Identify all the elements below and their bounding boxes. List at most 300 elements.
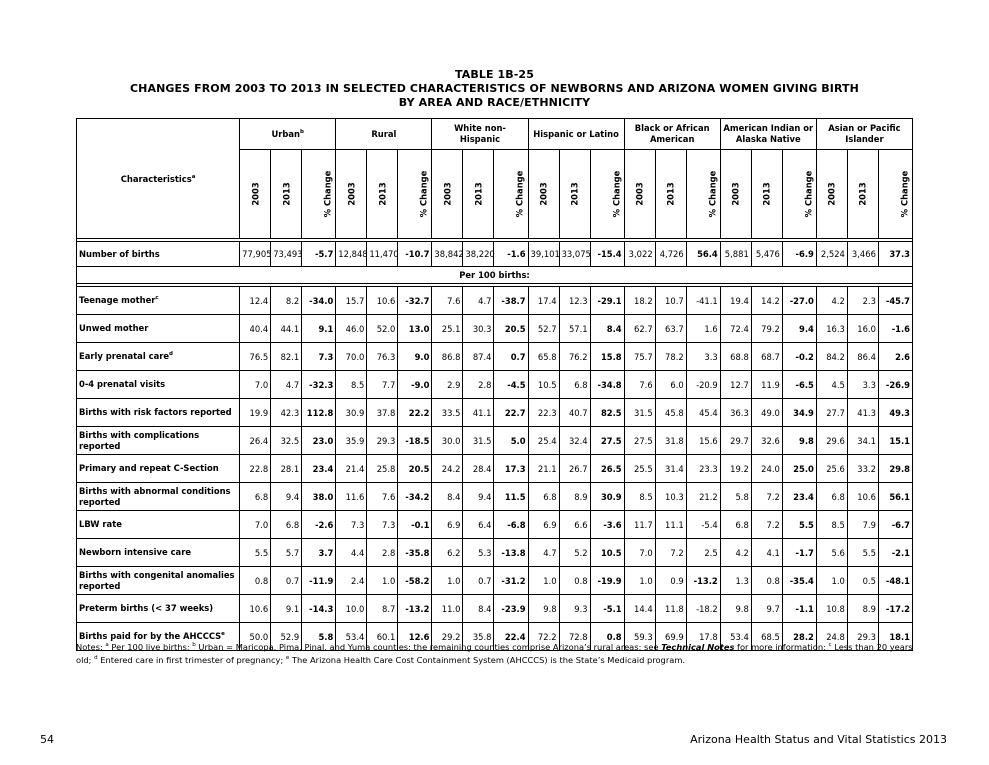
percent-change-header: % Change bbox=[398, 150, 432, 239]
table-row bbox=[77, 242, 913, 267]
table-cell: 17.4 bbox=[528, 287, 559, 315]
row-label: Births with complications reported bbox=[77, 427, 240, 455]
table-cell: 9.7 bbox=[751, 595, 782, 623]
table-cell: 57.1 bbox=[559, 315, 590, 343]
table-cell: 56.1 bbox=[878, 483, 912, 511]
table-cell: 8.9 bbox=[559, 483, 590, 511]
table-cell: 7.7 bbox=[367, 371, 398, 399]
table-cell: -34.0 bbox=[302, 287, 336, 315]
table-cell: 7.6 bbox=[367, 483, 398, 511]
table-cell: -2.1 bbox=[878, 539, 912, 567]
table-row bbox=[77, 371, 913, 399]
table-cell: 20.5 bbox=[398, 455, 432, 483]
table-cell: 33.2 bbox=[847, 455, 878, 483]
row-label: Number of births bbox=[77, 242, 240, 267]
table-cell: 1.0 bbox=[367, 567, 398, 595]
table-cell: 5.8 bbox=[720, 483, 751, 511]
table-cell: 3.3 bbox=[847, 371, 878, 399]
table-cell: 29.7 bbox=[720, 427, 751, 455]
table-cell: 62.7 bbox=[624, 315, 655, 343]
table-cell: 6.4 bbox=[463, 511, 494, 539]
table-cell: 11.7 bbox=[624, 511, 655, 539]
table-cell: 7.3 bbox=[367, 511, 398, 539]
percent-change-header: % Change bbox=[494, 150, 528, 239]
table-cell: 17.8 bbox=[686, 623, 720, 651]
table-cell: 21.4 bbox=[336, 455, 367, 483]
table-cell: -4.5 bbox=[494, 371, 528, 399]
table-cell: 40.4 bbox=[240, 315, 271, 343]
table-row bbox=[77, 343, 913, 371]
table-cell: 68.8 bbox=[720, 343, 751, 371]
table-cell: 6.9 bbox=[432, 511, 463, 539]
table-cell: 18.1 bbox=[878, 623, 912, 651]
year-header: 2003 bbox=[240, 150, 271, 239]
table-cell: 82.1 bbox=[271, 343, 302, 371]
table-cell: -1.7 bbox=[782, 539, 816, 567]
table-cell: 0.7 bbox=[463, 567, 494, 595]
table-cell: -41.1 bbox=[686, 287, 720, 315]
table-cell: 7.2 bbox=[751, 511, 782, 539]
table-cell: 26.4 bbox=[240, 427, 271, 455]
table-cell: 6.9 bbox=[528, 511, 559, 539]
table-cell: 9.4 bbox=[782, 315, 816, 343]
table-row bbox=[77, 511, 913, 539]
table-cell: 50.0 bbox=[240, 623, 271, 651]
year-header: 2013 bbox=[751, 150, 782, 239]
table-cell: 5.3 bbox=[463, 539, 494, 567]
row-label: LBW rate bbox=[77, 511, 240, 539]
table-cell: 49.0 bbox=[751, 399, 782, 427]
table-row bbox=[77, 315, 913, 343]
table-cell: 7.6 bbox=[624, 371, 655, 399]
table-cell: 25.4 bbox=[528, 427, 559, 455]
table-cell: 27.5 bbox=[624, 427, 655, 455]
table-cell: -18.5 bbox=[398, 427, 432, 455]
table-cell: 10.8 bbox=[816, 595, 847, 623]
year-header: 2003 bbox=[528, 150, 559, 239]
characteristics-header: Characteristics$^a$ bbox=[77, 119, 240, 239]
table-cell: -58.2 bbox=[398, 567, 432, 595]
table-cell: 41.1 bbox=[463, 399, 494, 427]
table-cell: 9.4 bbox=[271, 483, 302, 511]
table-cell: 4.5 bbox=[816, 371, 847, 399]
table-cell: -13.2 bbox=[398, 595, 432, 623]
table-cell: -29.1 bbox=[590, 287, 624, 315]
table-cell: 25.6 bbox=[816, 455, 847, 483]
table-cell: 6.8 bbox=[271, 511, 302, 539]
table-cell: 12.3 bbox=[559, 287, 590, 315]
table-cell: 68.5 bbox=[751, 623, 782, 651]
table-cell: 63.7 bbox=[655, 315, 686, 343]
table-cell: 3,022 bbox=[624, 242, 655, 267]
table-row bbox=[77, 483, 913, 511]
table-cell: 15.6 bbox=[686, 427, 720, 455]
table-cell: 7.3 bbox=[302, 343, 336, 371]
row-label: Newborn intensive care bbox=[77, 539, 240, 567]
table-cell: 53.4 bbox=[720, 623, 751, 651]
year-header: 2013 bbox=[655, 150, 686, 239]
table-cell: 45.4 bbox=[686, 399, 720, 427]
table-cell: 4.2 bbox=[720, 539, 751, 567]
table-cell: 21.2 bbox=[686, 483, 720, 511]
table-cell: 6.8 bbox=[816, 483, 847, 511]
table-cell: -27.0 bbox=[782, 287, 816, 315]
table-cell: 0.7 bbox=[271, 567, 302, 595]
table-cell: 0.7 bbox=[494, 343, 528, 371]
group-header: Asian or Pacific Islander bbox=[816, 119, 912, 150]
table-cell: 53.4 bbox=[336, 623, 367, 651]
table-cell: 31.5 bbox=[463, 427, 494, 455]
percent-change-header: % Change bbox=[878, 150, 912, 239]
table-cell: 35.8 bbox=[463, 623, 494, 651]
table-cell: 8.4 bbox=[432, 483, 463, 511]
table-cell: 25.8 bbox=[367, 455, 398, 483]
table-cell: 7.3 bbox=[336, 511, 367, 539]
table-cell: -13.8 bbox=[494, 539, 528, 567]
table-cell: 22.2 bbox=[398, 399, 432, 427]
table-cell: 10.7 bbox=[655, 287, 686, 315]
table-cell: 34.1 bbox=[847, 427, 878, 455]
table-row bbox=[77, 287, 913, 315]
table-title: CHANGES FROM 2003 TO 2013 IN SELECTED CHARACTERISTICS OF NEWBORNS AND ARIZONA WOMEN GIVING BIRTH bbox=[130, 82, 859, 95]
table-cell: 73,493 bbox=[271, 242, 302, 267]
table-cell: 31.5 bbox=[624, 399, 655, 427]
table-cell: 10.5 bbox=[528, 371, 559, 399]
table-cell: 16.0 bbox=[847, 315, 878, 343]
table-cell: 16.3 bbox=[816, 315, 847, 343]
year-header: 2003 bbox=[816, 150, 847, 239]
characteristics-table bbox=[76, 118, 913, 651]
table-cell: 5.0 bbox=[494, 427, 528, 455]
table-cell: 77,905 bbox=[240, 242, 271, 267]
table-cell: -2.6 bbox=[302, 511, 336, 539]
table-title-block bbox=[0, 68, 989, 110]
table-cell: -6.9 bbox=[782, 242, 816, 267]
table-cell: -35.8 bbox=[398, 539, 432, 567]
table-cell: 11.0 bbox=[432, 595, 463, 623]
table-cell: 6.2 bbox=[432, 539, 463, 567]
table-cell: 10.6 bbox=[847, 483, 878, 511]
table-cell: 7.6 bbox=[432, 287, 463, 315]
table-cell: 36.3 bbox=[720, 399, 751, 427]
table-cell: 5.5 bbox=[240, 539, 271, 567]
table-cell: 69.9 bbox=[655, 623, 686, 651]
table-cell: 10.6 bbox=[240, 595, 271, 623]
table-cell: 8.2 bbox=[271, 287, 302, 315]
table-cell: 9.0 bbox=[398, 343, 432, 371]
row-label: Teenage mother$^c$ bbox=[77, 287, 240, 315]
year-header: 2003 bbox=[336, 150, 367, 239]
table-cell: 6.6 bbox=[559, 511, 590, 539]
table-cell: 5.5 bbox=[782, 511, 816, 539]
table-cell: 22.4 bbox=[494, 623, 528, 651]
table-cell: 8.5 bbox=[816, 511, 847, 539]
table-cell: 22.3 bbox=[528, 399, 559, 427]
table-cell: 10.0 bbox=[336, 595, 367, 623]
table-cell: -32.7 bbox=[398, 287, 432, 315]
table-cell: 60.1 bbox=[367, 623, 398, 651]
table-cell: 86.8 bbox=[432, 343, 463, 371]
table-cell: 28.2 bbox=[782, 623, 816, 651]
table-cell: 26.5 bbox=[590, 455, 624, 483]
table-cell: -34.2 bbox=[398, 483, 432, 511]
table-cell: -13.2 bbox=[686, 567, 720, 595]
table-cell: 9.1 bbox=[302, 315, 336, 343]
table-cell: 41.3 bbox=[847, 399, 878, 427]
table-cell: 76.2 bbox=[559, 343, 590, 371]
table-cell: 4.4 bbox=[336, 539, 367, 567]
table-cell: 38,842 bbox=[432, 242, 463, 267]
row-label: 0-4 prenatal visits bbox=[77, 371, 240, 399]
table-cell: 68.7 bbox=[751, 343, 782, 371]
per-100-births-label: Per 100 births: bbox=[77, 267, 913, 284]
table-cell: 4,726 bbox=[655, 242, 686, 267]
table-cell: 15.8 bbox=[590, 343, 624, 371]
table-cell: 9.1 bbox=[271, 595, 302, 623]
table-cell: 4.2 bbox=[816, 287, 847, 315]
table-cell: -9.0 bbox=[398, 371, 432, 399]
table-cell: 23.4 bbox=[782, 483, 816, 511]
table-cell: 42.3 bbox=[271, 399, 302, 427]
table-cell: 0.8 bbox=[590, 623, 624, 651]
percent-change-header: % Change bbox=[302, 150, 336, 239]
table-cell: 2.8 bbox=[367, 539, 398, 567]
publication-footer: Arizona Health Status and Vital Statistics 2013 bbox=[690, 733, 947, 746]
percent-change-header: % Change bbox=[782, 150, 816, 239]
table-cell: 32.4 bbox=[559, 427, 590, 455]
table-cell: 9.8 bbox=[782, 427, 816, 455]
table-cell: 11.5 bbox=[494, 483, 528, 511]
year-header: 2013 bbox=[463, 150, 494, 239]
table-cell: 5.8 bbox=[302, 623, 336, 651]
table-cell: -15.4 bbox=[590, 242, 624, 267]
table-cell: 2.9 bbox=[432, 371, 463, 399]
table-cell: 79.2 bbox=[751, 315, 782, 343]
table-cell: 76.3 bbox=[367, 343, 398, 371]
table-cell: 13.0 bbox=[398, 315, 432, 343]
table-row bbox=[77, 455, 913, 483]
table-cell: 8.5 bbox=[624, 483, 655, 511]
table-cell: 7.9 bbox=[847, 511, 878, 539]
table-cell: 87.4 bbox=[463, 343, 494, 371]
table-cell: 11.9 bbox=[751, 371, 782, 399]
table-cell: 18.2 bbox=[624, 287, 655, 315]
table-cell: 8.4 bbox=[463, 595, 494, 623]
table-cell: 1.3 bbox=[720, 567, 751, 595]
table-cell: 112.8 bbox=[302, 399, 336, 427]
table-cell: 33.5 bbox=[432, 399, 463, 427]
table-cell: 38.0 bbox=[302, 483, 336, 511]
table-cell: 2.8 bbox=[463, 371, 494, 399]
table-cell: 4.7 bbox=[271, 371, 302, 399]
table-cell: 23.4 bbox=[302, 455, 336, 483]
table-cell: 2.4 bbox=[336, 567, 367, 595]
table-cell: 86.4 bbox=[847, 343, 878, 371]
table-cell: 76.5 bbox=[240, 343, 271, 371]
group-header: American Indian or Alaska Native bbox=[720, 119, 816, 150]
table-cell: 29.2 bbox=[432, 623, 463, 651]
table-cell: 15.7 bbox=[336, 287, 367, 315]
table-subtitle: BY AREA AND RACE/ETHNICITY bbox=[398, 96, 591, 109]
table-cell: 32.6 bbox=[751, 427, 782, 455]
group-header: White non-Hispanic bbox=[432, 119, 528, 150]
table-cell: 44.1 bbox=[271, 315, 302, 343]
table-cell: 25.5 bbox=[624, 455, 655, 483]
table-cell: 27.7 bbox=[816, 399, 847, 427]
table-cell: 14.2 bbox=[751, 287, 782, 315]
table-cell: 6.8 bbox=[720, 511, 751, 539]
table-cell: 6.8 bbox=[528, 483, 559, 511]
table-cell: 52.9 bbox=[271, 623, 302, 651]
table-cell: 10.3 bbox=[655, 483, 686, 511]
table-cell: 72.4 bbox=[720, 315, 751, 343]
row-label: Births paid for by the AHCCCS$^e$ bbox=[77, 623, 240, 651]
table-cell: -31.2 bbox=[494, 567, 528, 595]
row-label: Primary and repeat C-Section bbox=[77, 455, 240, 483]
table-cell: 9.8 bbox=[720, 595, 751, 623]
table-cell: -38.7 bbox=[494, 287, 528, 315]
table-cell: 25.0 bbox=[782, 455, 816, 483]
table-cell: 27.5 bbox=[590, 427, 624, 455]
table-cell: 11,470 bbox=[367, 242, 398, 267]
row-label: Births with congenital anomalies reported bbox=[77, 567, 240, 595]
table-cell: 25.1 bbox=[432, 315, 463, 343]
row-label: Early prenatal care$^d$ bbox=[77, 343, 240, 371]
table-cell: 7.0 bbox=[240, 371, 271, 399]
table-cell: 8.7 bbox=[367, 595, 398, 623]
technical-notes-ref: Technical Notes bbox=[661, 642, 735, 652]
table-row bbox=[77, 399, 913, 427]
year-header: 2013 bbox=[367, 150, 398, 239]
table-cell: 24.8 bbox=[816, 623, 847, 651]
table-cell: 1.0 bbox=[816, 567, 847, 595]
table-cell: 7.0 bbox=[240, 511, 271, 539]
year-header: 2013 bbox=[559, 150, 590, 239]
table-cell: 12.4 bbox=[240, 287, 271, 315]
table-cell: 34.9 bbox=[782, 399, 816, 427]
table-cell: 8.9 bbox=[847, 595, 878, 623]
table-cell: 0.8 bbox=[751, 567, 782, 595]
table-cell: 10.6 bbox=[367, 287, 398, 315]
group-header: Urban$^b$ bbox=[240, 119, 336, 150]
table-cell: -18.2 bbox=[686, 595, 720, 623]
row-label: Births with abnormal conditions reported bbox=[77, 483, 240, 511]
table-cell: 5,476 bbox=[751, 242, 782, 267]
row-label: Births with risk factors reported bbox=[77, 399, 240, 427]
table-cell: 28.1 bbox=[271, 455, 302, 483]
year-header: 2013 bbox=[271, 150, 302, 239]
table-cell: 3.3 bbox=[686, 343, 720, 371]
table-cell: -6.7 bbox=[878, 511, 912, 539]
table-cell: 12.7 bbox=[720, 371, 751, 399]
table-cell: -1.6 bbox=[878, 315, 912, 343]
table-cell: 23.0 bbox=[302, 427, 336, 455]
table-cell: 6.8 bbox=[240, 483, 271, 511]
table-cell: 59.3 bbox=[624, 623, 655, 651]
table-cell: -6.8 bbox=[494, 511, 528, 539]
table-cell: 45.8 bbox=[655, 399, 686, 427]
table-cell: 19.4 bbox=[720, 287, 751, 315]
table-row bbox=[77, 595, 913, 623]
group-header: Hispanic or Latino bbox=[528, 119, 624, 150]
table-cell: 2.6 bbox=[878, 343, 912, 371]
table-cell: 10.5 bbox=[590, 539, 624, 567]
table-cell: 12,848 bbox=[336, 242, 367, 267]
table-cell: 23.3 bbox=[686, 455, 720, 483]
table-cell: 11.6 bbox=[336, 483, 367, 511]
table-cell: 29.8 bbox=[878, 455, 912, 483]
table-cell: 0.8 bbox=[240, 567, 271, 595]
table-cell: 38,220 bbox=[463, 242, 494, 267]
table-cell: 52.7 bbox=[528, 315, 559, 343]
table-cell: 37.3 bbox=[878, 242, 912, 267]
table-cell: 2.3 bbox=[847, 287, 878, 315]
table-cell: 19.2 bbox=[720, 455, 751, 483]
table-cell: 8.5 bbox=[336, 371, 367, 399]
table-cell: 37.8 bbox=[367, 399, 398, 427]
table-cell: -20.9 bbox=[686, 371, 720, 399]
table-cell: 22.7 bbox=[494, 399, 528, 427]
table-cell: 9.3 bbox=[559, 595, 590, 623]
page-number: 54 bbox=[40, 733, 54, 746]
table-cell: 19.9 bbox=[240, 399, 271, 427]
table-cell: 30.9 bbox=[336, 399, 367, 427]
year-header: 2003 bbox=[624, 150, 655, 239]
table-cell: 72.2 bbox=[528, 623, 559, 651]
table-cell: -5.7 bbox=[302, 242, 336, 267]
table-cell: 30.3 bbox=[463, 315, 494, 343]
table-cell: 1.0 bbox=[432, 567, 463, 595]
table-cell: 46.0 bbox=[336, 315, 367, 343]
row-label: Unwed mother bbox=[77, 315, 240, 343]
table-cell: 52.0 bbox=[367, 315, 398, 343]
table-cell: 26.7 bbox=[559, 455, 590, 483]
table-cell: 0.9 bbox=[655, 567, 686, 595]
table-notes: Notes: $^a$ Per 100 live births; $^b$ Urban = Maricopa, Pima, Pinal, and Yuma counties; the remaining counties comprise Arizona’s rural areas; see Technical Notes for more information; $^c$ Less than 20 years old; $^d$ Entered care in first trimester of pregnancy; $^e$ The Arizona Health Care Cost Containment System (AHCCCS) is the State’s Medicaid program. bbox=[76, 642, 913, 665]
table-cell: 1.0 bbox=[624, 567, 655, 595]
table-cell: 49.3 bbox=[878, 399, 912, 427]
table-cell: -5.1 bbox=[590, 595, 624, 623]
table-cell: 22.8 bbox=[240, 455, 271, 483]
table-cell: 4.1 bbox=[751, 539, 782, 567]
table-cell: 7.2 bbox=[655, 539, 686, 567]
table-cell: 5.7 bbox=[271, 539, 302, 567]
table-cell: 56.4 bbox=[686, 242, 720, 267]
table-cell: 14.4 bbox=[624, 595, 655, 623]
table-cell: 6.8 bbox=[559, 371, 590, 399]
table-cell: 78.2 bbox=[655, 343, 686, 371]
table-cell: 7.0 bbox=[624, 539, 655, 567]
table-cell: 11.8 bbox=[655, 595, 686, 623]
percent-change-header: % Change bbox=[686, 150, 720, 239]
year-header: 2013 bbox=[847, 150, 878, 239]
table-cell: 15.1 bbox=[878, 427, 912, 455]
table-cell: 1.0 bbox=[528, 567, 559, 595]
table-cell: 33,075 bbox=[559, 242, 590, 267]
table-cell: 31.8 bbox=[655, 427, 686, 455]
table-cell: 29.6 bbox=[816, 427, 847, 455]
table-cell: 24.0 bbox=[751, 455, 782, 483]
table-cell: -14.3 bbox=[302, 595, 336, 623]
table-cell: 6.0 bbox=[655, 371, 686, 399]
table-cell: -19.9 bbox=[590, 567, 624, 595]
table-cell: 9.8 bbox=[528, 595, 559, 623]
table-cell: -5.4 bbox=[686, 511, 720, 539]
table-cell: 5.2 bbox=[559, 539, 590, 567]
table-cell: 2,524 bbox=[816, 242, 847, 267]
table-cell: -10.7 bbox=[398, 242, 432, 267]
group-header: Rural bbox=[336, 119, 432, 150]
